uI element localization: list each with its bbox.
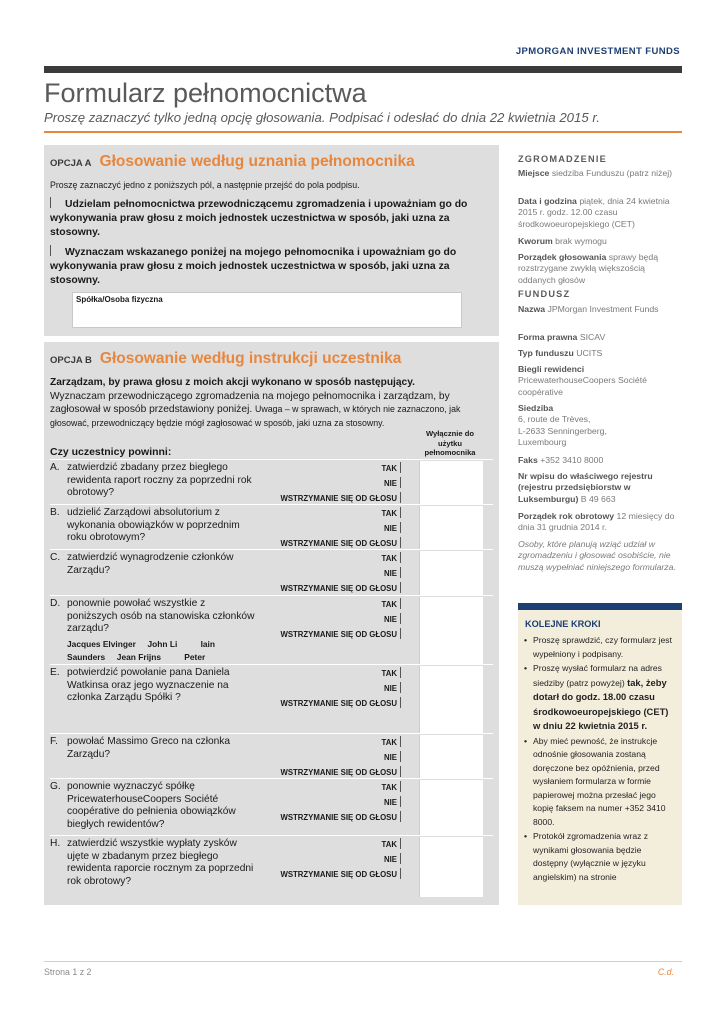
fund-fax: Faks +352 3410 8000: [518, 455, 604, 465]
question-letter: H.: [50, 838, 61, 849]
proxy-use-field[interactable]: [419, 780, 483, 835]
next-steps-bar: [518, 603, 682, 610]
vote-yes-option[interactable]: TAK: [382, 838, 401, 849]
option-b-code: OPCJA B: [50, 355, 92, 366]
checkbox[interactable]: [50, 245, 59, 256]
proxy-use-field[interactable]: [419, 551, 483, 595]
brand-name: JPMORGAN INVESTMENT FUNDS: [515, 46, 680, 57]
vote-abstain-option[interactable]: WSTRZYMANIE SIĘ OD GŁOSU: [280, 582, 401, 593]
vote-yes-option[interactable]: TAK: [382, 736, 401, 747]
meeting-place: Miejsce siedziba Funduszu (patrz niżej): [518, 168, 673, 178]
choice-2-text: Wyznaczam wskazanego poniżej na mojego pełnomocnika i upoważniam go do wykonywania praw głosu z moich jednostek uczestnictwa w sposób, jaki uzna za stosowny.: [50, 247, 457, 286]
vote-abstain-option[interactable]: WSTRZYMANIE SIĘ OD GŁOSU: [280, 766, 401, 777]
questions-header: Czy uczestnicy powinni:: [50, 446, 172, 458]
vote-abstain-option[interactable]: WSTRZYMANIE SIĘ OD GŁOSU: [280, 492, 401, 503]
proxy-use-field[interactable]: [419, 597, 483, 664]
vote-abstain-option[interactable]: WSTRZYMANIE SIĘ OD GŁOSU: [280, 628, 401, 639]
vote-no-option[interactable]: NIE: [384, 682, 401, 693]
question-letter: C.: [50, 552, 61, 563]
vote-no-option[interactable]: NIE: [384, 613, 401, 624]
question-letter: E.: [50, 667, 60, 678]
vote-abstain-option[interactable]: WSTRZYMANIE SIĘ OD GŁOSU: [280, 537, 401, 548]
proxy-use-field[interactable]: [419, 837, 483, 897]
option-a-code: OPCJA A: [50, 158, 92, 169]
header-bar: [44, 66, 682, 73]
vote-no-option[interactable]: NIE: [384, 567, 401, 578]
question-text: [50, 736, 255, 761]
option-b-title: Głosowanie według instrukcji uczestnika: [99, 350, 402, 367]
meeting-date: Data i godzina piątek, dnia 24 kwietnia 2015 r. godz. 12.00 czasu środkowoeuropejskiego (CET): [518, 196, 670, 229]
question-body: potwierdzić powołanie pana Daniela Watkinsa oraz jego wyznaczenie na członka Zarządu Spółki ?: [67, 667, 230, 704]
question-row: [50, 664, 493, 733]
intro-bold: Zarządzam, by prawa głosu z moich akcji wykonano w sposób następujący.: [50, 377, 415, 388]
option-a-title: Głosowanie według uznania pełnomocnika: [99, 153, 415, 170]
vote-no-option[interactable]: NIE: [384, 477, 401, 488]
vote-yes-option[interactable]: TAK: [382, 462, 401, 473]
question-text: [50, 667, 255, 705]
question-letter: B.: [50, 507, 60, 518]
fund-fiscal-year: Porządek rok obrotowy 12 miesięcy do dnia 31 grudnia 2014 r.: [518, 511, 675, 533]
option-a-instruction: Proszę zaznaczyć jedno z poniższych pól, a następnie przejść do pola podpisu.: [50, 180, 360, 190]
voting-rule: Porządek głosowania sprawy będą rozstrzygane zwykłą większością oddanych głosów: [518, 252, 659, 285]
question-text: [50, 781, 255, 831]
next-steps-list: [524, 634, 676, 885]
vote-abstain-option[interactable]: WSTRZYMANIE SIĘ OD GŁOSU: [280, 697, 401, 708]
choice-1-text: Udzielam pełnomocnictwa przewodniczącemu zgromadzenia i upoważniam go do wykonywania praw głosu z moich jednostek uczestnictwa w sposób, jaki uzna za stosowny.: [50, 199, 468, 238]
checkbox[interactable]: [50, 197, 59, 208]
question-body: ponownie powołać wszystkie z poniższych osób na stanowiska członków zarządu? Jacques Elvinger John Li Iain Saunders Jean Frijns Peter: [67, 598, 255, 662]
question-text: [50, 598, 255, 664]
option-b-panel: [44, 342, 499, 905]
question-body: zatwierdzić wszystkie wypłaty zysków ujęte w zbadanym przez biegłego rewidenta raporcie rocznym za poprzedni rok obrotowy?: [67, 838, 254, 887]
question-row: [50, 778, 493, 835]
vote-no-option[interactable]: NIE: [384, 751, 401, 762]
question-row: [50, 835, 493, 897]
question-letter: F.: [50, 736, 58, 747]
meeting-quorum: Kworum brak wymogu: [518, 236, 607, 246]
intro-note: Uwaga – w sprawach, w których nie zaznaczono, jak głosować, przewodniczący będzie mógł zagłosować w sposób, jaki uzna za stosowny.: [50, 404, 461, 428]
intro-text: Wyznaczam przewodniczącego zgromadzenia na mojego pełnomocnika i zarządzam, by zagłosował w sposób przedstawiony poniżej.: [50, 390, 450, 416]
vote-yes-option[interactable]: TAK: [382, 507, 401, 518]
question-row: [50, 504, 493, 549]
attendance-note: Osoby, które planują wziąć udział w zgromadzeniu i głosować osobiście, nie muszą wypełniać niniejszego formularza.: [518, 539, 676, 572]
fund-registration: Nr wpisu do właściwego rejestru (rejestru przedsiębiorstw w Luksemburgu) B 49 663: [518, 471, 653, 504]
fund-seat: Siedziba 6, route de Trèves, L-2633 Senningerberg, Luxembourg: [518, 403, 607, 448]
fund-auditor: Biegli rewidenci PricewaterhouseCoopers Société coopérative: [518, 364, 647, 397]
option-a-panel: [44, 145, 499, 336]
vote-no-option[interactable]: NIE: [384, 796, 401, 807]
option-a-choice-2[interactable]: [50, 245, 490, 288]
question-body: ponownie wyznaczyć spółkę PricewaterhouseCoopers Société coopérative do pełnienia obowiązków biegłych rewidentów?: [67, 781, 236, 830]
question-row: [50, 595, 493, 664]
question-letter: A.: [50, 462, 60, 473]
question-body: udzielić Zarządowi absolutorium z wykonania obowiązków w poprzednim roku obrotowym?: [67, 507, 240, 544]
vote-no-option[interactable]: NIE: [384, 853, 401, 864]
vote-yes-option[interactable]: TAK: [382, 552, 401, 563]
vote-no-option[interactable]: NIE: [384, 522, 401, 533]
director-names: Jacques Elvinger John Li Iain Saunders Jean Frijns Peter: [67, 638, 218, 662]
next-steps-box: [518, 610, 682, 905]
question-text: [50, 838, 255, 888]
company-person-label: Spółka/Osoba fizyczna: [76, 295, 163, 304]
fund-legal-form: Forma prawna SICAV: [518, 332, 606, 342]
question-body: powołać Massimo Greco na członka Zarządu?: [67, 736, 231, 760]
next-step-item: • Proszę sprawdzić, czy formularz jest wypełniony i podpisany.: [524, 634, 676, 661]
next-step-item: • Aby mieć pewność, że instrukcje odnośnie głosowania zostaną doręczone bez opóźnienia, przed wysłaniem formularza w formie papierowej można przesłać jego kopię faksem na numer +352 3410 8000.: [524, 735, 676, 830]
question-body: zatwierdzić wynagrodzenie członków Zarządu?: [67, 552, 234, 576]
footer-divider: [44, 961, 682, 962]
vote-abstain-option[interactable]: WSTRZYMANIE SIĘ OD GŁOSU: [280, 868, 401, 879]
option-a-choice-1[interactable]: [50, 197, 490, 240]
question-body: zatwierdzić zbadany przez biegłego rewidenta raport roczny za poprzedni rok obrotowy?: [67, 462, 252, 499]
vote-abstain-option[interactable]: WSTRZYMANIE SIĘ OD GŁOSU: [280, 811, 401, 822]
question-letter: D.: [50, 598, 61, 609]
company-person-field[interactable]: [72, 292, 462, 328]
question-row: [50, 733, 493, 778]
question-text: [50, 507, 255, 545]
meeting-heading: ZGROMADZENIE: [518, 154, 607, 164]
next-step-item: • Proszę wysłać formularz na adres siedziby (patrz powyżej) tak, żeby dotarł do godz. 18.00 czasu środkowoeuropejskiego (CET) w dniu 22 kwietnia 2015 r.: [524, 662, 676, 734]
question-text: [50, 462, 255, 500]
page-number: Strona 1 z 2: [44, 967, 92, 977]
continued-marker: C.d.: [657, 967, 674, 977]
page-title: Formularz pełnomocnictwa: [44, 78, 367, 108]
proxy-use-column-header: Wyłącznie do użytku pełnomocnika: [424, 429, 476, 457]
question-row: [50, 459, 493, 504]
fund-type: Typ funduszu UCITS: [518, 348, 603, 358]
question-letter: G.: [50, 781, 61, 792]
vote-yes-option[interactable]: TAK: [382, 598, 401, 609]
vote-yes-option[interactable]: TAK: [382, 781, 401, 792]
question-row: [50, 549, 493, 595]
vote-yes-option[interactable]: TAK: [382, 667, 401, 678]
proxy-use-field[interactable]: [419, 666, 483, 733]
option-b-intro: [50, 376, 495, 430]
proxy-use-field[interactable]: [419, 461, 483, 504]
proxy-use-field[interactable]: [419, 506, 483, 549]
fund-name: Nazwa JPMorgan Investment Funds: [518, 304, 659, 314]
fund-heading: FUNDUSZ: [518, 289, 571, 299]
option-b-header: [50, 350, 401, 368]
option-a-header: [50, 153, 415, 171]
title-divider: [44, 131, 682, 133]
page-subtitle: Proszę zaznaczyć tylko jedną opcję głosowania. Podpisać i odesłać do dnia 22 kwietnia 2015 r.: [44, 110, 600, 125]
next-step-item: • Protokół zgromadzenia wraz z wynikami głosowania będzie dostępny (wyłącznie w języku angielskim) na stronie: [524, 830, 676, 884]
question-text: [50, 552, 255, 577]
next-steps-title: KOLEJNE KROKI: [525, 619, 601, 629]
proxy-use-field[interactable]: [419, 735, 483, 778]
